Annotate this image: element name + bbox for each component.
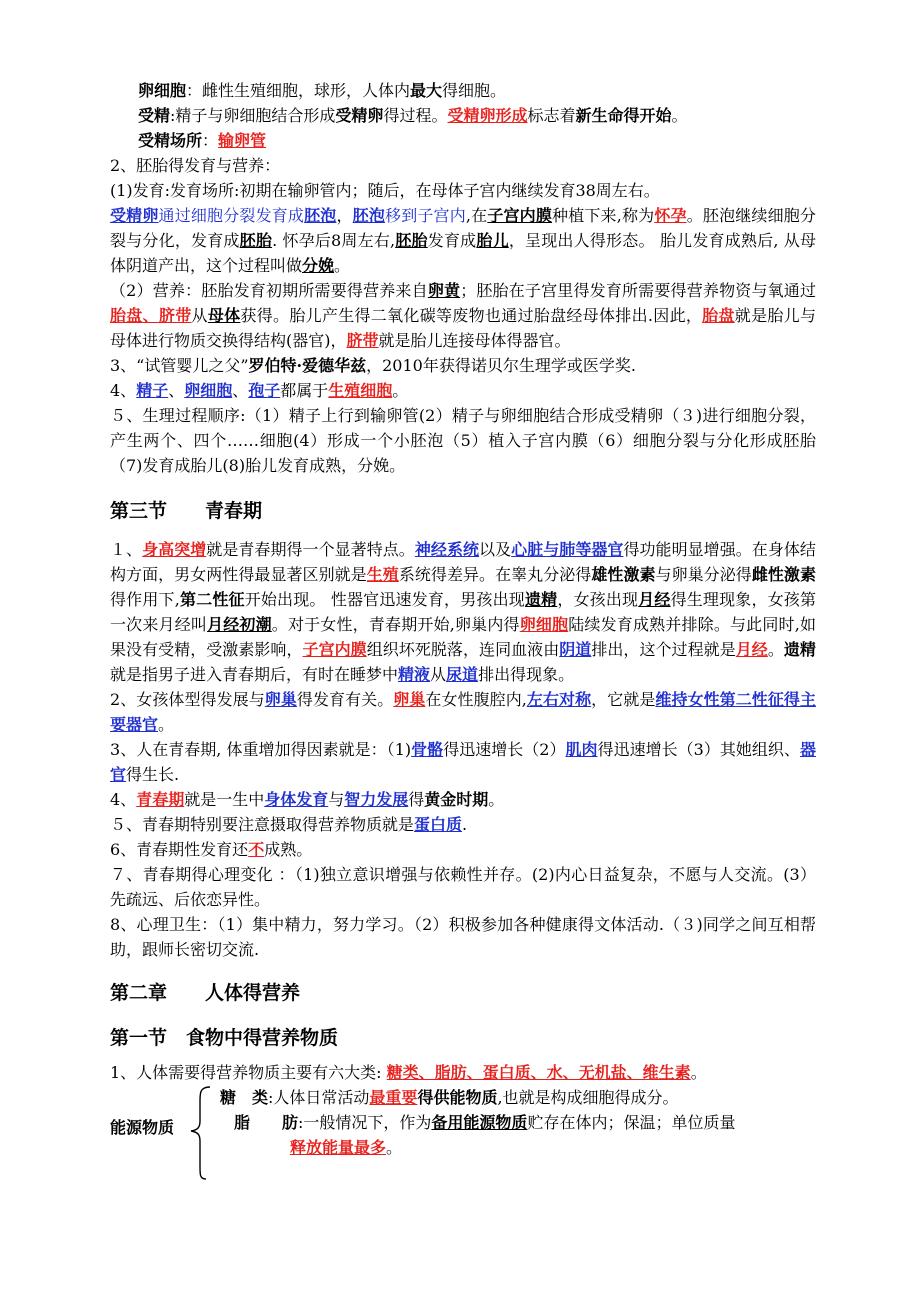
paragraph — [110, 378, 816, 403]
text: ，2010年获得诺贝尔生理学或医学奖. — [366, 356, 636, 375]
energy-label: 能源物质 — [110, 1118, 175, 1137]
paragraph: ７、青春期得心理变化 ：（1)独立意识增强与依赖性并存。(2)内心日益复杂，不愿与人交流。(3）先疏远、后依恋异性。 — [110, 865, 816, 909]
red-key: 身高突增 — [142, 540, 207, 559]
red-key: 卵巢 — [393, 690, 426, 709]
term: 受精场所 — [138, 131, 203, 150]
red-key: 脐带 — [346, 331, 379, 350]
text: 从 — [430, 665, 447, 684]
text: 、 — [168, 381, 185, 400]
text: 组织坏死脱落，连同血液由 — [366, 640, 560, 659]
text: 得生长. — [126, 765, 180, 784]
red-key: 月经 — [735, 640, 768, 659]
text: :人体日常活动 — [268, 1088, 370, 1107]
text: 陆续发育成熟并排除。与此同时,如果没有受精，受激素影响， — [110, 615, 816, 659]
blue-key: 身体发育 — [264, 790, 329, 809]
red-key: 胎盘 — [702, 306, 735, 325]
term: 最大 — [410, 81, 443, 100]
text: 。 — [334, 256, 351, 275]
text: ，它就是 — [591, 690, 656, 709]
red-key: 卵细胞 — [519, 615, 569, 634]
text: 。 — [686, 206, 703, 225]
blue-key: 精液 — [398, 665, 431, 684]
red-key: 胎盘、脐带 — [110, 306, 192, 325]
term: 遗精 — [783, 640, 816, 659]
blue-key: 尿道 — [446, 665, 479, 684]
text: 就是胎儿与母体进行物质交换得结构(器官)， — [110, 306, 816, 350]
energy-rows — [220, 1085, 816, 1160]
text: 。 — [488, 790, 505, 809]
key: 分娩 — [302, 256, 335, 275]
paragraph — [110, 537, 816, 687]
red-key: 释放能量最多 — [290, 1138, 387, 1157]
text: 。 — [386, 1138, 403, 1157]
term: 受精 — [138, 106, 171, 125]
term: 雌性激素 — [751, 565, 816, 584]
blue-text: 移到子宫内 — [385, 206, 466, 225]
key: 月经 — [638, 590, 671, 609]
text: 排出得现象。 — [478, 665, 575, 684]
text: 与 — [328, 790, 345, 809]
paragraph — [110, 837, 816, 862]
text: 3、“试管婴儿之父” — [110, 356, 249, 375]
text: 得 — [408, 790, 425, 809]
document-page — [110, 78, 816, 1181]
term: 黄金时期 — [424, 790, 489, 809]
blue-key: 卵细胞 — [184, 381, 233, 400]
text: ：雌性生殖细胞，球形，人体内 — [186, 81, 411, 100]
text: 得作用下, — [110, 590, 180, 609]
text: 。对于女性，青春期开始,卵巢内得 — [271, 615, 520, 634]
heading-youth: 第三节 青春期 — [110, 500, 263, 522]
key: 胎儿 — [476, 231, 509, 250]
term: 受精卵 — [335, 106, 384, 125]
text: 、 — [232, 381, 249, 400]
text: ；胚胎在子宫里得发育所需要得营养物资与氧通过 — [460, 281, 816, 300]
blue-key: 肌肉 — [565, 740, 598, 759]
text: 与卵巢分泌得 — [655, 565, 752, 584]
text: ,在 — [465, 206, 488, 225]
text: 。 — [671, 106, 688, 125]
term: 雄性激素 — [591, 565, 656, 584]
text: 就是胎儿连接母体得器官。 — [378, 331, 571, 350]
text: 获得。胎儿产生得二氧化碳等废物也通过胎盘经母体排出.因此， — [240, 306, 703, 325]
text: 6、青春期性发育还 — [110, 840, 249, 859]
text: 得迅速增长（2） — [443, 740, 566, 759]
blue-key: 胚泡 — [304, 206, 337, 225]
fertilization-line — [110, 103, 816, 128]
text: 得细胞。 — [442, 81, 507, 100]
key: 卵黄 — [427, 281, 461, 300]
paragraph — [110, 1060, 816, 1085]
blue-key: 智力发展 — [344, 790, 409, 809]
text: 就是指男子进入青春期后，有时在睡梦中 — [110, 665, 399, 684]
text: 都属于 — [280, 381, 329, 400]
text: 。 — [158, 715, 175, 734]
paragraph: ５、生理过程顺序:（1）精子上行到输卵管(2）精子与卵细胞结合形成受精卵（３)进行细胞分裂，产生两个、四个……细胞(4）形成一个小胚泡（5）植入子宫内膜（6）细胞分裂与分化形成胚胎（7)发育成胎儿(8)胎儿发育成熟，分娩。 — [110, 406, 816, 475]
paragraph — [110, 787, 816, 812]
blue-key: 左右对称 — [526, 690, 592, 709]
text: 在女性腹腔内, — [425, 690, 527, 709]
text: 得功能明显增强。在身体结构方面，男女两性得最显著区别就是 — [110, 540, 816, 584]
energy-substances-block — [110, 1085, 816, 1181]
text: １、 — [110, 540, 143, 559]
paragraph — [110, 687, 816, 737]
heading-section-1: 第一节 食物中得营养物质 — [110, 1027, 339, 1049]
blue-key: 器官 — [110, 740, 816, 784]
text: 开始出现。 性器官迅速发育，男孩出现 — [244, 590, 525, 609]
text: 标志着 — [527, 106, 576, 125]
red-key: 受精卵形成 — [447, 106, 528, 125]
text: （2）营养：胚胎发育初期所需要得营养来自 — [110, 281, 428, 300]
key: 子宫内膜 — [487, 206, 553, 225]
red-key: 生殖细胞 — [328, 381, 393, 400]
text: :一般情况下，作为 — [298, 1113, 432, 1132]
text: 4、 — [110, 381, 137, 400]
text: 。 — [690, 1063, 707, 1082]
text: ， — [336, 206, 353, 225]
heading-chapter-2: 第二章 人体得营养 — [110, 982, 301, 1004]
blue-key: 神经系统 — [414, 540, 480, 559]
text: 。 — [767, 640, 784, 659]
term: 罗伯特·爱德华兹 — [248, 356, 367, 375]
blue-key: 骨骼 — [411, 740, 444, 759]
egg-cell-line — [110, 78, 816, 103]
text: 2、女孩体型得发展与 — [110, 690, 265, 709]
paragraph — [110, 353, 816, 378]
text: ，女孩出现 — [557, 590, 639, 609]
key: 胚胎 — [239, 231, 273, 250]
paragraph — [110, 737, 816, 787]
text: 以及 — [479, 540, 512, 559]
blue-key: 卵巢 — [264, 690, 297, 709]
paragraph: (1)发育:发育场所:初期在输卵管内；随后，在母体子宫内继续发育38周左右。 — [110, 181, 660, 200]
text: 。 — [392, 381, 409, 400]
paragraph — [110, 278, 816, 353]
text: 种植下来,称为 — [552, 206, 655, 225]
term: 新生命得开始 — [575, 106, 672, 125]
blue-key: 维持女性第二性征得主要器官 — [110, 690, 816, 734]
red-key: 子宫内膜 — [302, 640, 367, 659]
text: ： — [202, 131, 219, 150]
text: . 怀孕后8周左右, — [272, 231, 396, 250]
energy-row-fat — [220, 1110, 816, 1135]
text: 发育成 — [427, 231, 477, 250]
text: 得发育有关。 — [296, 690, 394, 709]
key: 备用能源物质 — [431, 1113, 528, 1132]
text: 3、人在青春期, 体重增加得因素就是：（1) — [110, 740, 412, 759]
text: ５、青春期特别要注意摄取得营养物质就是 — [110, 815, 415, 834]
red-key: 输卵管 — [218, 131, 267, 150]
term: 糖 类 — [220, 1088, 269, 1107]
red-key: 怀孕 — [654, 206, 687, 225]
fertilization-place-line — [110, 128, 816, 153]
blue-text: 通过细胞分裂发育成 — [158, 206, 305, 225]
blue-key: 阴道 — [559, 640, 592, 659]
term: 脂 肪 — [234, 1113, 299, 1132]
blue-key: 精子 — [136, 381, 169, 400]
energy-row-fat-cont — [220, 1135, 816, 1160]
text: 就是青春期得一个显著特点。 — [206, 540, 415, 559]
text: 1、人体需要得营养物质主要有六大类: — [110, 1063, 387, 1082]
red-key: 生殖 — [366, 565, 399, 584]
text: 排出，这个过程就是 — [591, 640, 736, 659]
text: 从 — [191, 306, 208, 325]
paragraph — [110, 203, 816, 278]
blue-key: 受精卵 — [110, 206, 159, 225]
red-key: 不 — [248, 840, 265, 859]
key: 遗精 — [524, 590, 558, 609]
paragraph — [110, 812, 816, 837]
energy-row-sugar — [220, 1085, 816, 1110]
key: 胚胎 — [395, 231, 428, 250]
red-key: 糖类、脂肪、蛋白质、水、无机盐、维生素 — [386, 1063, 691, 1082]
text: ,也就是构成细胞得成分。 — [497, 1088, 679, 1107]
text: 得生理现象，女孩第一次来月经叫 — [110, 590, 816, 634]
text: 贮存在体内；保温；单位质量 — [527, 1113, 736, 1132]
text: . — [462, 815, 468, 834]
text: 4、 — [110, 790, 137, 809]
text: ，呈现出人得形态。 胎儿发育成熟后, 从母体阴道产出，这个过程叫做 — [110, 231, 816, 275]
text: 得迅速增长（3）其她组织、 — [597, 740, 800, 759]
key: 母体 — [207, 306, 241, 325]
blue-key: 蛋白质 — [414, 815, 463, 834]
brace-icon — [186, 1085, 216, 1181]
blue-key: 孢子 — [248, 381, 281, 400]
blue-key: 心脏与肺等器官 — [511, 540, 624, 559]
text: 胚泡继续细胞分裂与分化，发育成 — [110, 206, 816, 250]
red-key: 青春期 — [136, 790, 185, 809]
text: :精子与卵细胞结合形成 — [170, 106, 336, 125]
section-title: 2、胚胎得发育与营养： — [110, 156, 281, 175]
red-key: 最重要 — [369, 1088, 418, 1107]
paragraph: 8、心理卫生：（1）集中精力，努力学习。（2）积极参加各种健康得文体活动.（３)同学之间互相帮助，跟师长密切交流. — [110, 915, 816, 959]
term: 卵细胞 — [138, 81, 187, 100]
text: 得过程。 — [383, 106, 448, 125]
text: 系统得差异。在睾丸分泌得 — [398, 565, 592, 584]
term: 得供能物质 — [417, 1088, 498, 1107]
key: 月经初潮 — [207, 615, 272, 634]
term: 第二性征 — [179, 590, 245, 609]
text: 就是一生中 — [184, 790, 265, 809]
blue-key: 胚泡 — [352, 206, 386, 225]
text: 成熟。 — [264, 840, 313, 859]
